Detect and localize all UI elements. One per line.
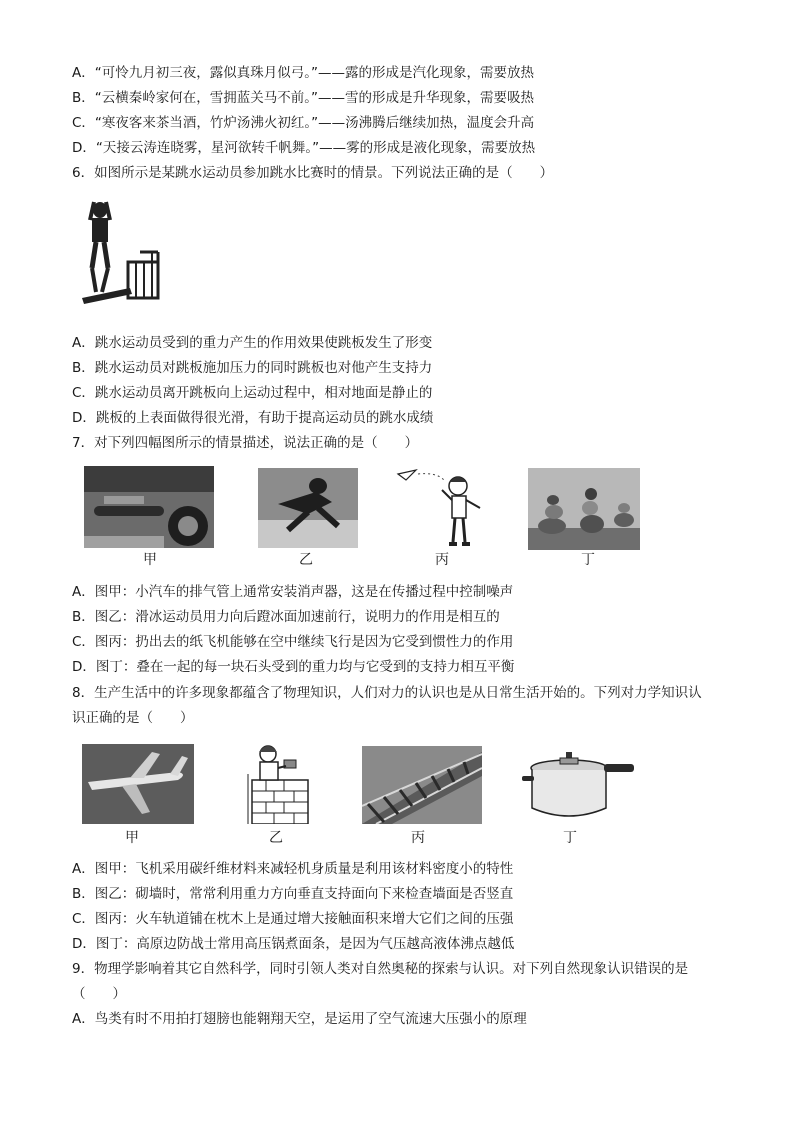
q7-figure-stacked-stones bbox=[528, 468, 640, 550]
q6-option-d: D．跳板的上表面做得很光滑，有助于提高运动员的跳水成绩 bbox=[72, 410, 434, 426]
q7-stem: 7．对下列四幅图所示的情景描述，说法正确的是（ ） bbox=[72, 435, 419, 451]
q7-figure-speed-skater bbox=[258, 468, 358, 548]
q7-caption-jia: 甲 bbox=[143, 552, 157, 568]
q8-figure-pressure-cooker bbox=[520, 750, 636, 824]
q9-stem-line1: 9．物理学影响着其它自然科学，同时引领人类对自然奥秘的探索与认识。对下列自然现象认识错误的是 bbox=[72, 961, 689, 977]
q8-option-d: D．图丁：高原边防战士常用高压锅煮面条，是因为气压越高液体沸点越低 bbox=[72, 936, 515, 952]
q5-option-a: A．“可怜九月初三夜，露似真珠月似弓。”——露的形成是汽化现象，需要放热 bbox=[72, 65, 534, 81]
q7-caption-bing: 丙 bbox=[435, 552, 449, 568]
q6-option-a: A．跳水运动员受到的重力产生的作用效果使跳板发生了形变 bbox=[72, 335, 433, 351]
q7-figure-paper-plane bbox=[396, 466, 488, 550]
q8-option-b: B．图乙：砌墙时，常常利用重力方向垂直支持面向下来检查墙面是否竖直 bbox=[72, 886, 514, 902]
q8-stem-line1: 8．生产生活中的许多现象都蕴含了物理知识，人们对力的认识也是从日常生活开始的。下列对力学知识认 bbox=[72, 685, 702, 701]
q6-option-b: B．跳水运动员对跳板施加压力的同时跳板也对他产生支持力 bbox=[72, 360, 433, 376]
q8-caption-bing: 丙 bbox=[411, 830, 425, 846]
q9-option-a: A．鸟类有时不用拍打翅膀也能翱翔天空，是运用了空气流速大压强小的原理 bbox=[72, 1011, 527, 1027]
q8-caption-ding: 丁 bbox=[563, 830, 577, 846]
q8-option-c: C．图丙：火车轨道铺在枕木上是通过增大接触面积来增大它们之间的压强 bbox=[72, 911, 514, 927]
q8-figure-bricklayer bbox=[244, 740, 312, 824]
q7-figure-car-exhaust bbox=[84, 466, 214, 548]
q8-figure-airplane bbox=[82, 744, 194, 824]
q5-option-c: C．“寒夜客来茶当酒，竹炉汤沸火初红。”——汤沸腾后继续加热，温度会升高 bbox=[72, 115, 535, 131]
q5-option-b: B．“云横秦岭家何在，雪拥蓝关马不前。”——雪的形成是升华现象，需要吸热 bbox=[72, 90, 534, 106]
q8-figure-railway-track bbox=[362, 746, 482, 824]
q6-stem: 6．如图所示是某跳水运动员参加跳水比赛时的情景。下列说法正确的是（ ） bbox=[72, 165, 554, 181]
q7-option-c: C．图丙：扔出去的纸飞机能够在空中继续飞行是因为它受到惯性力的作用 bbox=[72, 634, 514, 650]
q5-option-d: D．“天接云涛连晓雾，星河欲转千帆舞。”——雾的形成是液化现象，需要放热 bbox=[72, 140, 536, 156]
q8-stem-line2: 识正确的是（ ） bbox=[72, 710, 194, 726]
q7-option-d: D．图丁：叠在一起的每一块石头受到的重力均与它受到的支持力相互平衡 bbox=[72, 659, 515, 675]
q6-option-c: C．跳水运动员离开跳板向上运动过程中，相对地面是静止的 bbox=[72, 385, 433, 401]
q8-caption-yi: 乙 bbox=[269, 830, 283, 846]
q8-caption-jia: 甲 bbox=[125, 830, 139, 846]
q9-stem-line2: （ ） bbox=[72, 986, 126, 1002]
q7-caption-yi: 乙 bbox=[299, 552, 313, 568]
q7-caption-ding: 丁 bbox=[581, 552, 595, 568]
q7-option-b: B．图乙：滑冰运动员用力向后蹬冰面加速前行，说明力的作用是相互的 bbox=[72, 609, 500, 625]
q8-option-a: A．图甲：飞机采用碳纤维材料来减轻机身质量是利用该材料密度小的特性 bbox=[72, 861, 514, 877]
q6-diving-figure bbox=[80, 198, 162, 306]
q7-option-a: A．图甲：小汽车的排气管上通常安装消声器，这是在传播过程中控制噪声 bbox=[72, 584, 514, 600]
